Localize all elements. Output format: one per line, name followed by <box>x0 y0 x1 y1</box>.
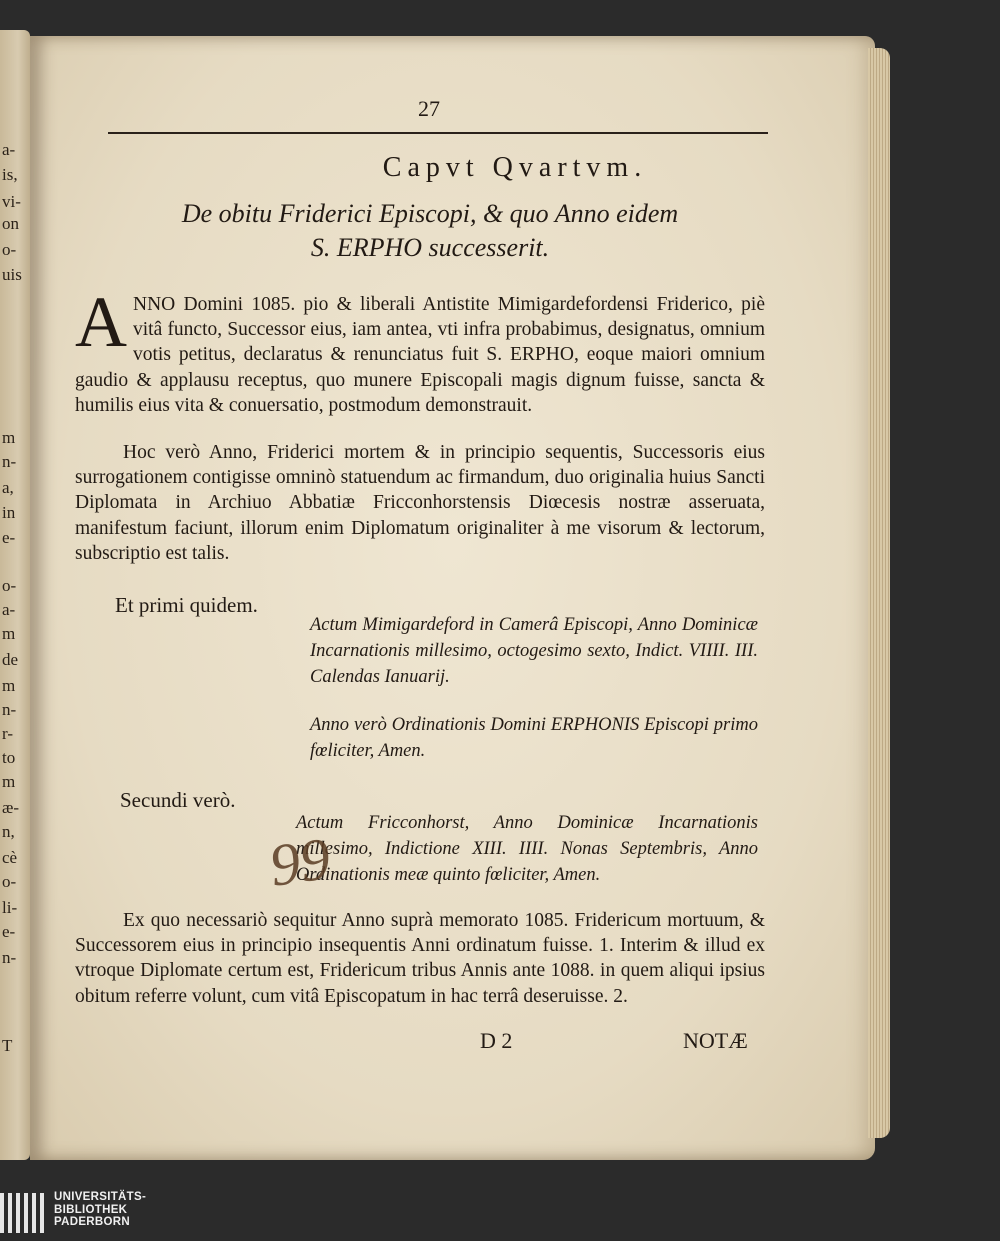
previous-page-fragment: de <box>2 650 19 669</box>
previous-page-fragment: n- <box>2 452 17 471</box>
library-logo-line-2: BIBLIOTHEK <box>54 1203 128 1216</box>
page-edges <box>868 48 890 1138</box>
previous-page-fragment: vi- <box>2 192 21 211</box>
previous-page-fragment: a, <box>2 478 14 497</box>
previous-page-fragment: m <box>2 676 16 695</box>
first-diploma-citation: Actum Mimigardeford in Camerâ Episcopi, Anno Dominicæ Incarnationis millesimo, octogesimo sexto, Indict. VIIII. III. Calendas Ianuarij. <box>310 615 758 687</box>
previous-page-fragment: r- <box>2 724 13 743</box>
previous-page-fragment: on <box>2 214 19 233</box>
first-diploma-label: Et primi quidem. <box>115 593 258 617</box>
previous-page-fragment: to <box>2 748 16 767</box>
catchword: NOTÆ <box>683 1028 748 1053</box>
paragraph-1-text: NNO Domini 1085. pio & liberali Antistite Mimigardefordensi Friderico, piè vitâ functo, Successor eius, iam antea, vti infra probabimus, designatus, omnium votis petitus, declaratus & renunciatus fuit S. ERPHO, eoque maiori omnium gaudio & applausu receptus, quo munere Episcopali magis dignum fuisse, sancta & humilis eius vita & conuersatio, postmodum demonstrauit. <box>75 294 765 416</box>
previous-page-fragment: o- <box>2 576 17 595</box>
previous-page-fragment: T <box>2 1036 13 1055</box>
subtitle-line-1: De obitu Friderici Episcopi, & quo Anno eidem <box>181 199 679 228</box>
chapter-subtitle <box>100 197 760 265</box>
previous-page-fragment: in <box>2 503 16 522</box>
previous-page-fragment: n- <box>2 700 17 719</box>
previous-page-fragment: m <box>2 428 16 447</box>
signature-mark: D 2 <box>480 1028 513 1053</box>
library-logo-text <box>54 1191 146 1229</box>
library-logo-mark <box>0 1193 48 1233</box>
header-rule <box>108 132 768 134</box>
first-diploma-ordination: Anno verò Ordinationis Domini ERPHONIS Episcopi primo fœliciter, Amen. <box>310 715 758 761</box>
handwritten-note: 99 <box>265 825 335 899</box>
library-logo-line-1: UNIVERSITÄTS- <box>54 1191 147 1203</box>
previous-page-fragment: cè <box>2 848 18 867</box>
previous-page-fragment: o- <box>2 240 17 259</box>
chapter-heading: Capvt Qvartvm. <box>382 152 648 183</box>
page-number: 27 <box>418 96 440 121</box>
previous-page-fragment: uis <box>2 265 22 284</box>
second-diploma-citation: Actum Fricconhorst, Anno Dominicæ Incarnationis millesimo, Indictione XIII. IIII. Nonas Septembris, Anno Ordinationis meæ quinto fœliciter, Amen. <box>296 813 758 885</box>
previous-page-fragment: a- <box>2 600 16 619</box>
paragraph-2: Hoc verò Anno, Friderici mortem & in principio sequentis, Successoris eius surrogationem contigisse omninò statuendum ac firmandum, duo originalia huius Sancti Diplomata in Archiuo Abbatiæ Fricconhorstensis Diœcesis nostræ asseruata, manifestum faciunt, illorum enim Diplomatum originaliter à me visorum & lectorum, subscriptio est talis. <box>75 442 765 564</box>
library-logo-line-3: PADERBORN <box>54 1216 130 1228</box>
previous-page-fragment: m <box>2 624 16 643</box>
previous-page-fragment: o- <box>2 872 17 891</box>
previous-page-fragment: m <box>2 772 16 791</box>
paragraph-3: Ex quo necessariò sequitur Anno suprà memorato 1085. Fridericum mortuum, & Successorem eius in principio insequentis Anni ordinatum fuisse. 1. Interim & illud ex vtroque Diplomate certum est, Fridericum tribus Annis ante 1088. in quem aliqui ipsius obitum referre volunt, cum vitâ Episcopatum in hac terrâ deseruisse. 2. <box>75 910 765 1007</box>
previous-page-fragment: e- <box>2 528 16 547</box>
previous-page-fragment: e- <box>2 922 16 941</box>
drop-cap: A <box>75 282 127 362</box>
previous-page-fragment: n, <box>2 822 15 841</box>
previous-page-fragment: a- <box>2 140 16 159</box>
subtitle-line-2: S. ERPHO successerit. <box>310 233 550 262</box>
library-logo <box>0 1185 200 1241</box>
previous-page-fragment: n- <box>2 948 17 967</box>
second-diploma-label: Secundi verò. <box>120 788 236 812</box>
previous-page-fragment: li- <box>2 898 18 917</box>
paragraph-1 <box>75 282 765 418</box>
previous-page-fragment: is, <box>2 165 18 184</box>
previous-page-fragment: æ- <box>2 798 19 817</box>
